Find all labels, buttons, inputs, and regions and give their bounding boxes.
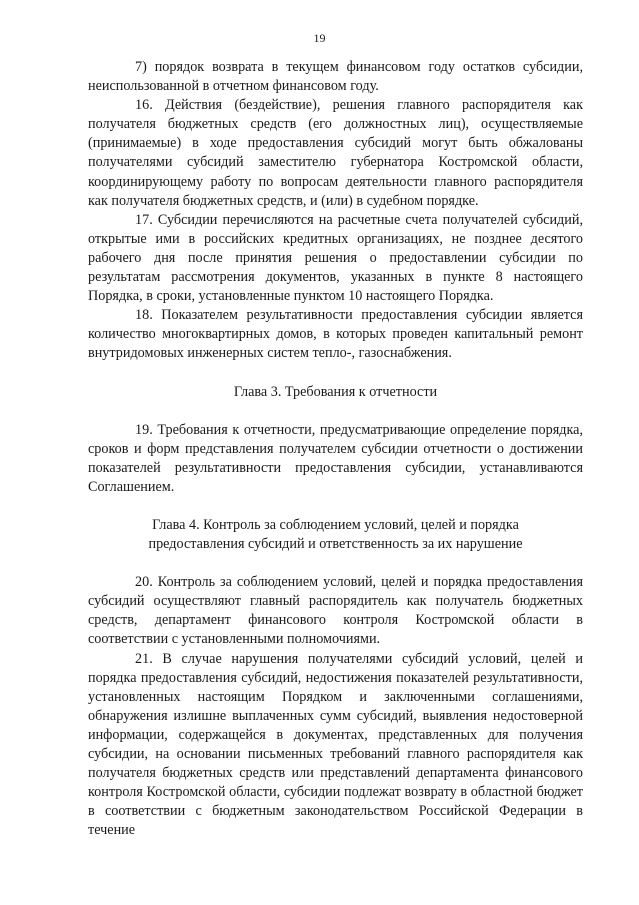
chapter-3-heading: Глава 3. Требования к отчетности [233, 383, 438, 400]
paragraph-16: 16. Действия (бездействие), решения главного распорядителя как получателя бюджетных средств (его должностных лиц), осуществляемые (принимаемые) в ходе предоставления субсидий могут быть обжалованы получателями субсидий заместителю губернатора Костромской области, координирующему работу по вопросам деятельности главного распорядителя как получателя бюджетных средств, и (или) в судебном порядке. [88, 97, 583, 209]
chapter-4-heading-line-1: Глава 4. Контроль за соблюдением условий, целей и порядка [152, 516, 519, 533]
paragraph-17: 17. Субсидии перечисляются на расчетные счета получателей субсидий, открытые ими в российских кредитных организациях, не позднее десятого рабочего дня после принятия решения о предоставлении субсидии по результатам рассмотрения документов, указанных в пункте 8 настоящего Порядка, в сроки, установленные пунктом 10 настоящего Порядка. [88, 211, 583, 305]
paragraph-item-7: 7) порядок возврата в текущем финансовом году остатков субсидии, неиспользованной в отчетном финансовом году. [88, 59, 583, 95]
paragraph-19: 19. Требования к отчетности, предусматривающие определение порядка, сроков и форм представления получателем субсидии отчетности о достижении показателей результативности предоставления субсидии, устанавливаются Соглашением. [88, 421, 583, 495]
document-body [88, 58, 583, 840]
paragraph-20: 20. Контроль за соблюдением условий, целей и порядка предоставления субсидий осуществляют главный распорядитель как получатель бюджетных средств, департамент финансового контроля Костромской области в соответствии с установленными полномочиями. [88, 574, 583, 648]
chapter-4-heading-line-2: предоставления субсидий и ответственность за их нарушение [148, 536, 523, 553]
paragraph-18: 18. Показателем результативности предоставления субсидии является количество многоквартирных домов, в которых проведен капитальный ремонт внутридомовых инженерных систем тепло-, газоснабжения. [88, 307, 583, 362]
paragraph-21: 21. В случае нарушения получателями субсидий условий, целей и порядка предоставления субсидий, недостижения показателей результативности, установленных настоящим Порядком и заключенными соглашениями, обнаружения излишне выплаченных сумм субсидий, выявления недостоверной информации, содержащейся в документах, представленных для получения субсидии, на основании письменных требований главного распорядителя как получателя бюджетных средств или представлений департамента финансового контроля Костромской области, субсидии подлежат возврату в областной бюджет в соответствии с бюджетным законодательством Российской Федерации в течение [88, 650, 583, 839]
chapter-4-heading [88, 516, 583, 554]
page-number: 19 [313, 31, 326, 45]
